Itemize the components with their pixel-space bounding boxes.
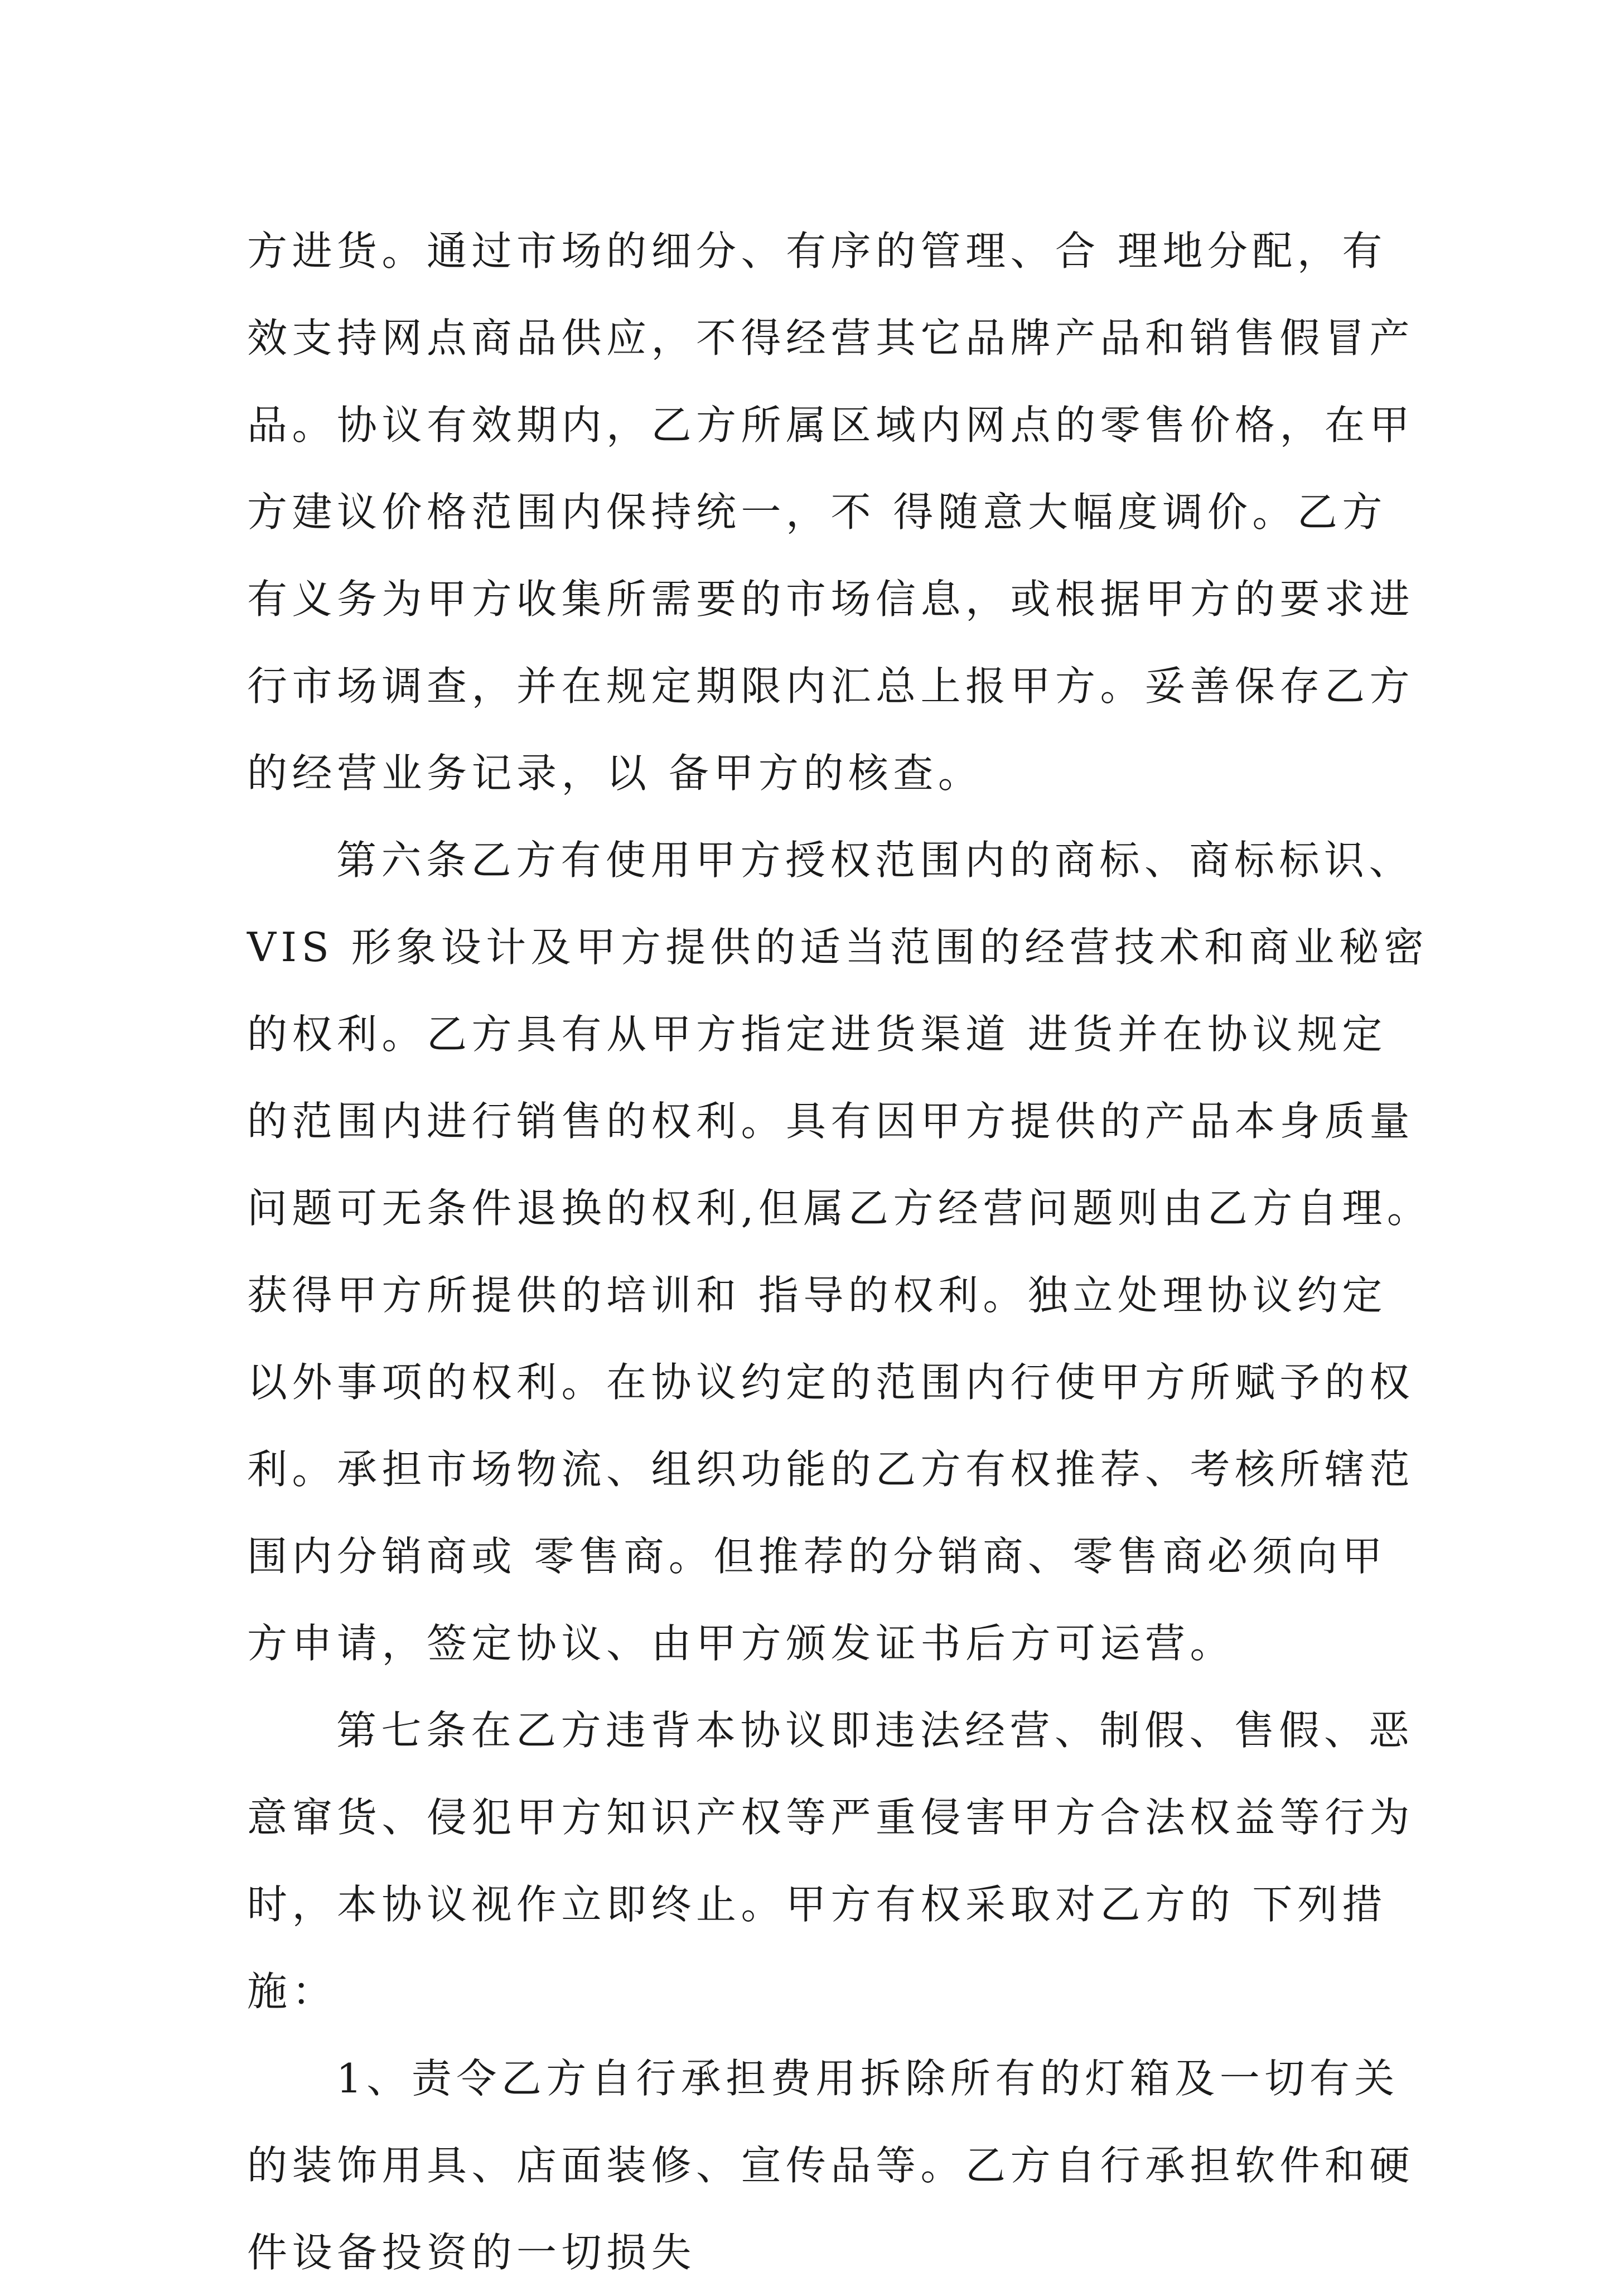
text-line: 利。承担市场物流、组织功能的乙方有权推荐、考核所辖范 bbox=[247, 1446, 1415, 1493]
text-line: 品。协议有效期内，乙方所属区域内网点的零售价格，在甲 bbox=[247, 402, 1415, 448]
text-line: 的范围内进行销售的权利。具有因甲方提供的产品本身质量 bbox=[247, 1098, 1415, 1145]
text-line: 以外事项的权利。在协议约定的范围内行使甲方所赋予的权 bbox=[247, 1359, 1415, 1406]
text-line: 围内分销商或 零售商。但推荐的分销商、零售商必须向甲 bbox=[247, 1533, 1387, 1580]
text-line: 第七条在乙方违背本协议即违法经营、制假、售假、恶 bbox=[336, 1707, 1414, 1754]
text-line: 的装饰用具、店面装修、宣传品等。乙方自行承担软件和硬 bbox=[247, 2142, 1415, 2189]
text-line: 的权利。乙方具有从甲方指定进货渠道 进货并在协议规定 bbox=[247, 1011, 1387, 1058]
text-line: 1、责令乙方自行承担费用拆除所有的灯箱及一切有关 bbox=[336, 2055, 1399, 2102]
text-line: 获得甲方所提供的培训和 指导的权利。独立处理协议约定 bbox=[247, 1272, 1387, 1319]
text-line: 的经营业务记录，以 备甲方的核查。 bbox=[247, 750, 983, 797]
text-line: 件设备投资的一切损失 bbox=[247, 2229, 697, 2276]
text-line: 效支持网点商品供应，不得经营其它品牌产品和销售假冒产 bbox=[247, 315, 1415, 361]
text-line: 行市场调查，并在规定期限内汇总上报甲方。妥善保存乙方 bbox=[247, 663, 1415, 710]
text-line: VIS 形象设计及甲方提供的适当范围的经营技术和商业秘密 bbox=[247, 924, 1429, 971]
text-line: 有义务为甲方收集所需要的市场信息，或根据甲方的要求进 bbox=[247, 576, 1415, 623]
text-line: 意窜货、侵犯甲方知识产权等严重侵害甲方合法权益等行为 bbox=[247, 1794, 1415, 1841]
text-line: 方建议价格范围内保持统一，不 得随意大幅度调价。乙方 bbox=[247, 489, 1387, 536]
text-line: 第六条乙方有使用甲方授权范围内的商标、商标标识、 bbox=[336, 837, 1414, 884]
text-line: 施： bbox=[247, 1968, 337, 2015]
text-line: 时，本协议视作立即终止。甲方有权采取对乙方的 下列措 bbox=[247, 1881, 1387, 1928]
text-line: 问题可无条件退换的权利,但属乙方经营问题则由乙方自理。 bbox=[247, 1185, 1432, 1232]
text-line: 方申请，签定协议、由甲方颁发证书后方可运营。 bbox=[247, 1620, 1235, 1667]
text-line: 方进货。通过市场的细分、有序的管理、合 理地分配，有 bbox=[247, 228, 1387, 274]
document-body bbox=[247, 208, 1432, 2296]
